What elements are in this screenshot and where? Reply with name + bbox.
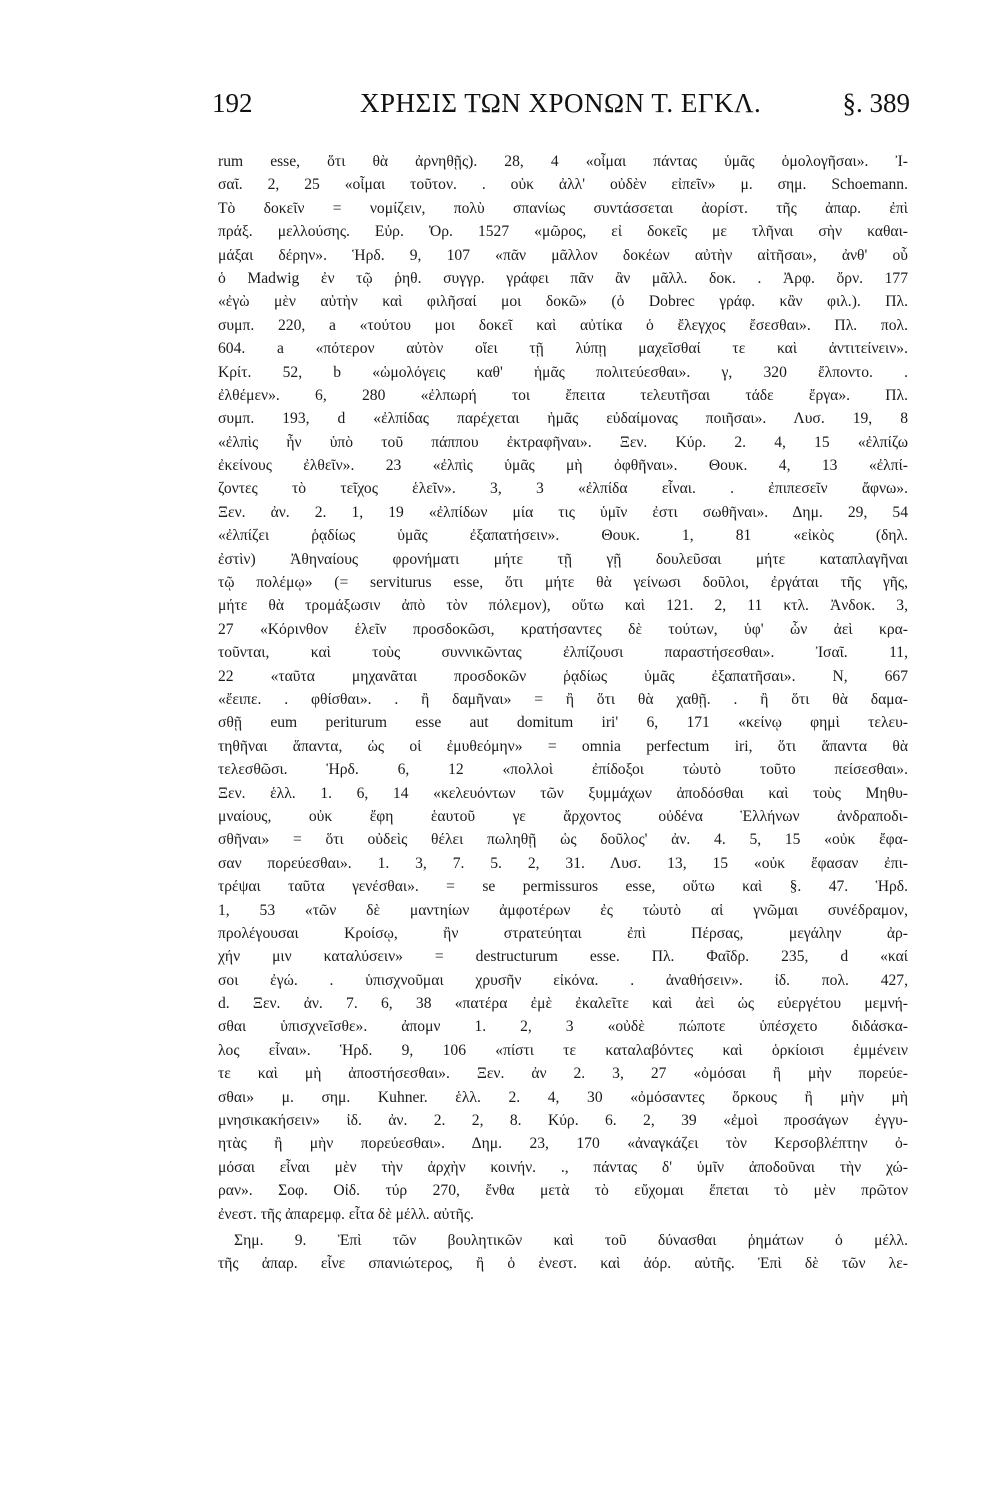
- text-line: τελεσθῶσι. Ἡρδ. 6, 12 «πολλοὶ ἐπίδοξοι τὠυτὸ τοῦτο πείσεσθαι».: [218, 761, 908, 779]
- text-line: ἐλθέμεν». 6, 280 «ἐλπωρή τοι ἔπειτα τελευτῆσαι τάδε ἔργα». Πλ.: [218, 386, 908, 404]
- running-title: ΧΡΗΣΙΣ ΤΩΝ ΧΡΟΝΩΝ Τ. ΕΓΚΛ.: [360, 88, 762, 118]
- text-line: ραν». Σοφ. Οἰδ. τύρ 270, ἔνθα μετὰ τὸ εὔχομαι ἕπεται τὸ μὲν πρῶτον: [218, 1182, 908, 1200]
- text-line: τῷ πολέμῳ» (= serviturus esse, ὅτι μήτε θὰ γείνωσι δοῦλοι, ἐργάται τῆς γῆς,: [218, 574, 908, 592]
- text-line: 27 «Κόρινθον ἑλεῖν προσδοκῶσι, κρατήσαντες δὲ τούτων, ὑφ' ὧν ἀεὶ κρα-: [218, 620, 908, 638]
- page-number: 192: [212, 88, 253, 118]
- text-line: σθῆναι» = ὅτι οὐδεὶς θέλει πωληθῇ ὡς δοῦλος' ἀν. 4. 5, 15 «οὐκ ἔφα-: [218, 831, 908, 849]
- text-line: σθαι ὑπισχνεῖσθε». ἀπομν 1. 2, 3 «οὐδὲ πώποτε ὑπέσχετο διδάσκα-: [218, 1018, 908, 1036]
- text-line: rum esse, ὅτι θὰ ἀρνηθῇς). 28, 4 «οἶμαι πάντας ὑμᾶς ὁμολογῆσαι». Ἰ-: [218, 153, 908, 170]
- text-line: τηθῆναι ἅπαντα, ὡς οἱ ἐμυθεόμην» = omnia perfectum iri, ὅτι ἅπαντα θὰ: [218, 737, 908, 755]
- text-line: μναίους, οὐκ ἔφη ἑαυτοῦ γε ἄρχοντος οὐδένα Ἑλλήνων ἀνδραποδι-: [218, 807, 908, 825]
- text-line: πράξ. μελλούσης. Εὐρ. Ὀρ. 1527 «μῶρος, εἰ δοκεῖς με τλῆναι σὴν καθαι-: [218, 223, 908, 241]
- note-line: Σημ. 9. Ἐπὶ τῶν βουλητικῶν καὶ τοῦ δύνασθαι ῥημάτων ὁ μέλλ.: [234, 1231, 908, 1249]
- text-line: 604. a «πότερον αὐτὸν οἴει τῇ λύπῃ μαχεῖσθαί τε καὶ ἀντιτείνειν».: [218, 340, 908, 358]
- section-reference: §. 389: [842, 88, 910, 118]
- text-line: «ἐλπίζει ῥᾳδίως ὑμᾶς ἐξαπατήσειν». Θουκ. 1, 81 «εἰκὸς (δηλ.: [218, 527, 908, 545]
- text-line: συμπ. 193, d «ἐλπίδας παρέχεται ἡμᾶς εὐδαίμονας ποιῆσαι». Λυσ. 19, 8: [218, 410, 908, 428]
- text-line: «ἔειπε. . φθίσθαι». . ἢ δαμῆναι» = ἢ ὅτι θὰ χαθῇ. . ἢ ὅτι θὰ δαμα-: [218, 690, 908, 708]
- text-line: μόσαι εἶναι μὲν τὴν ἀρχὴν κοινήν. ., πάντας δ' ὑμῖν ἀποδοῦναι τὴν χώ-: [218, 1158, 908, 1176]
- text-line: μνησικακήσειν» ἰδ. ἀν. 2. 2, 8. Κύρ. 6. 2, 39 «ἐμοὶ προσάγων ἐγγυ-: [218, 1112, 908, 1130]
- text-line: σθῇ eum periturum esse aut domitum iri' 6, 171 «κείνῳ φημὶ τελευ-: [218, 714, 908, 732]
- text-line: ἐνεστ. τῆς ἀπαρεμφ. εἶτα δὲ μέλλ. αὐτῆς.: [218, 1205, 474, 1223]
- text-line: ἐκείνους ἐλθεῖν». 23 «ἐλπὶς ὑμᾶς μὴ ὀφθῆναι». Θουκ. 4, 13 «ἐλπί-: [218, 457, 908, 475]
- text-line: ὁ Madwig ἐν τῷ ῥηθ. συγγρ. γράφει πᾶν ἂν μᾶλλ. δοκ. . Ἀρφ. ὄρν. 177: [218, 269, 908, 287]
- text-line: Ξεν. ἑλλ. 1. 6, 14 «κελευόντων τῶν ξυμμάχων ἀποδόσθαι καὶ τοὺς Μηθυ-: [218, 784, 908, 802]
- text-line: ἐστὶν) Ἀθηναίους φρονήματι μήτε τῇ γῇ δουλεῦσαι μήτε καταπλαγῆναι: [218, 550, 908, 568]
- text-line: λος εἶναι». Ἡρδ. 9, 106 «πίστι τε καταλαβόντες καὶ ὁρκίοισι ἐμμένειν: [218, 1041, 908, 1059]
- text-line: ζοντες τὸ τεῖχος ἑλεῖν». 3, 3 «ἐλπίδα εἶναι. . ἐπιπεσεῖν ἄφνω».: [218, 480, 908, 498]
- note-line: τῆς ἀπαρ. εἶνε σπανιώτερος, ἢ ὁ ἐνεστ. καὶ ἀόρ. αὐτῆς. Ἐπὶ δὲ τῶν λε-: [218, 1255, 908, 1273]
- text-line: μήτε θὰ τρομάξωσιν ἀπὸ τὸν πόλεμον), οὕτω καὶ 121. 2, 11 κτλ. Ἀνδοκ. 3,: [218, 597, 908, 615]
- text-line: «ἐλπὶς ἦν ὑπὸ τοῦ πάππου ἐκτραφῆναι». Ξεν. Κύρ. 2. 4, 15 «ἐλπίζω: [218, 433, 908, 451]
- text-line: Τὸ δοκεῖν = νομίζειν, πολὺ σπανίως συντάσσεται ἀορίστ. τῆς ἀπαρ. ἐπὶ: [218, 199, 908, 217]
- text-line: «ἐγὼ μὲν αὐτὴν καὶ φιλῆσαί μοι δοκῶ» (ὁ Dobrec γράφ. κἂν φιλ.). Πλ.: [218, 293, 908, 311]
- text-line: ητὰς ἢ μὴν πορεύεσθαι». Δημ. 23, 170 «ἀναγκάζει τὸν Κερσοβλέπτην ὀ-: [218, 1135, 908, 1153]
- text-line: σθαι» μ. σημ. Kuhner. ἑλλ. 2. 4, 30 «ὀμόσαντες ὅρκους ἢ μὴν μὴ: [218, 1088, 908, 1106]
- body-text: [218, 150, 908, 1276]
- text-line: χήν μιν καταλύσειν» = destructurum esse. Πλ. Φαῖδρ. 235, d «καί: [218, 948, 908, 966]
- text-line: 1, 53 «τῶν δὲ μαντηίων ἀμφοτέρων ἐς τὠυτὸ αἱ γνῶμαι συνέδραμον,: [218, 901, 908, 919]
- text-line: 22 «ταῦτα μηχανᾶται προσδοκῶν ῥᾳδίως ὑμᾶς ἐξαπατῆσαι». Ν, 667: [218, 667, 908, 685]
- main-paragraph: [218, 150, 908, 1226]
- text-line: Ξεν. ἀν. 2. 1, 19 «ἐλπίδων μία τις ὑμῖν ἐστι σωθῆναι». Δημ. 29, 54: [218, 503, 908, 521]
- text-line: προλέγουσαι Κροίσῳ, ἢν στρατεύηται ἐπὶ Πέρσας, μεγάλην ἀρ-: [218, 924, 908, 942]
- text-line: Κρίτ. 52, b «ὡμολόγεις καθ' ἡμᾶς πολιτεύεσθαι». γ, 320 ἔλποντο. .: [218, 363, 908, 381]
- text-line: d. Ξεν. ἀν. 7. 6, 38 «πατέρα ἐμὲ ἐκαλεῖτε καὶ ἀεὶ ὡς εὐεργέτου μεμνή-: [218, 995, 908, 1013]
- note-paragraph: [218, 1229, 908, 1276]
- text-line: τοῦνται, καὶ τοὺς συννικῶντας ἐλπίζουσι παραστήσεσθαι». Ἰσαῖ. 11,: [218, 644, 908, 662]
- running-head: [212, 88, 912, 128]
- text-line: σαν πορεύεσθαι». 1. 3, 7. 5. 2, 31. Λυσ. 13, 15 «οὐκ ἔφασαν ἐπι-: [218, 854, 908, 872]
- text-line: τε καὶ μὴ ἀποστήσεσθαι». Ξεν. ἀν 2. 3, 27 «ὀμόσαι ἢ μὴν πορεύε-: [218, 1065, 908, 1083]
- text-line: τρέψαι ταῦτα γενέσθαι». = se permissuros esse, οὕτω καὶ §. 47. Ἡρδ.: [218, 878, 908, 896]
- text-line: σοι ἐγώ. . ὑπισχνοῦμαι χρυσῆν εἰκόνα. . ἀναθήσειν». ἰδ. πολ. 427,: [218, 971, 908, 989]
- text-line: συμπ. 220, a «τούτου μοι δοκεῖ καὶ αὐτίκα ὁ ἔλεγχος ἔσεσθαι». Πλ. πολ.: [218, 316, 908, 334]
- text-line: σαῖ. 2, 25 «οἶμαι τοῦτον. . οὐκ ἀλλ' οὐδὲν εἰπεῖν» μ. σημ. Schoemann.: [218, 176, 908, 194]
- text-line: μάξαι δέρην». Ἡρδ. 9, 107 «πᾶν μᾶλλον δοκέων αὐτὴν αἰτῆσαι», ἀνθ' οὗ: [218, 246, 908, 264]
